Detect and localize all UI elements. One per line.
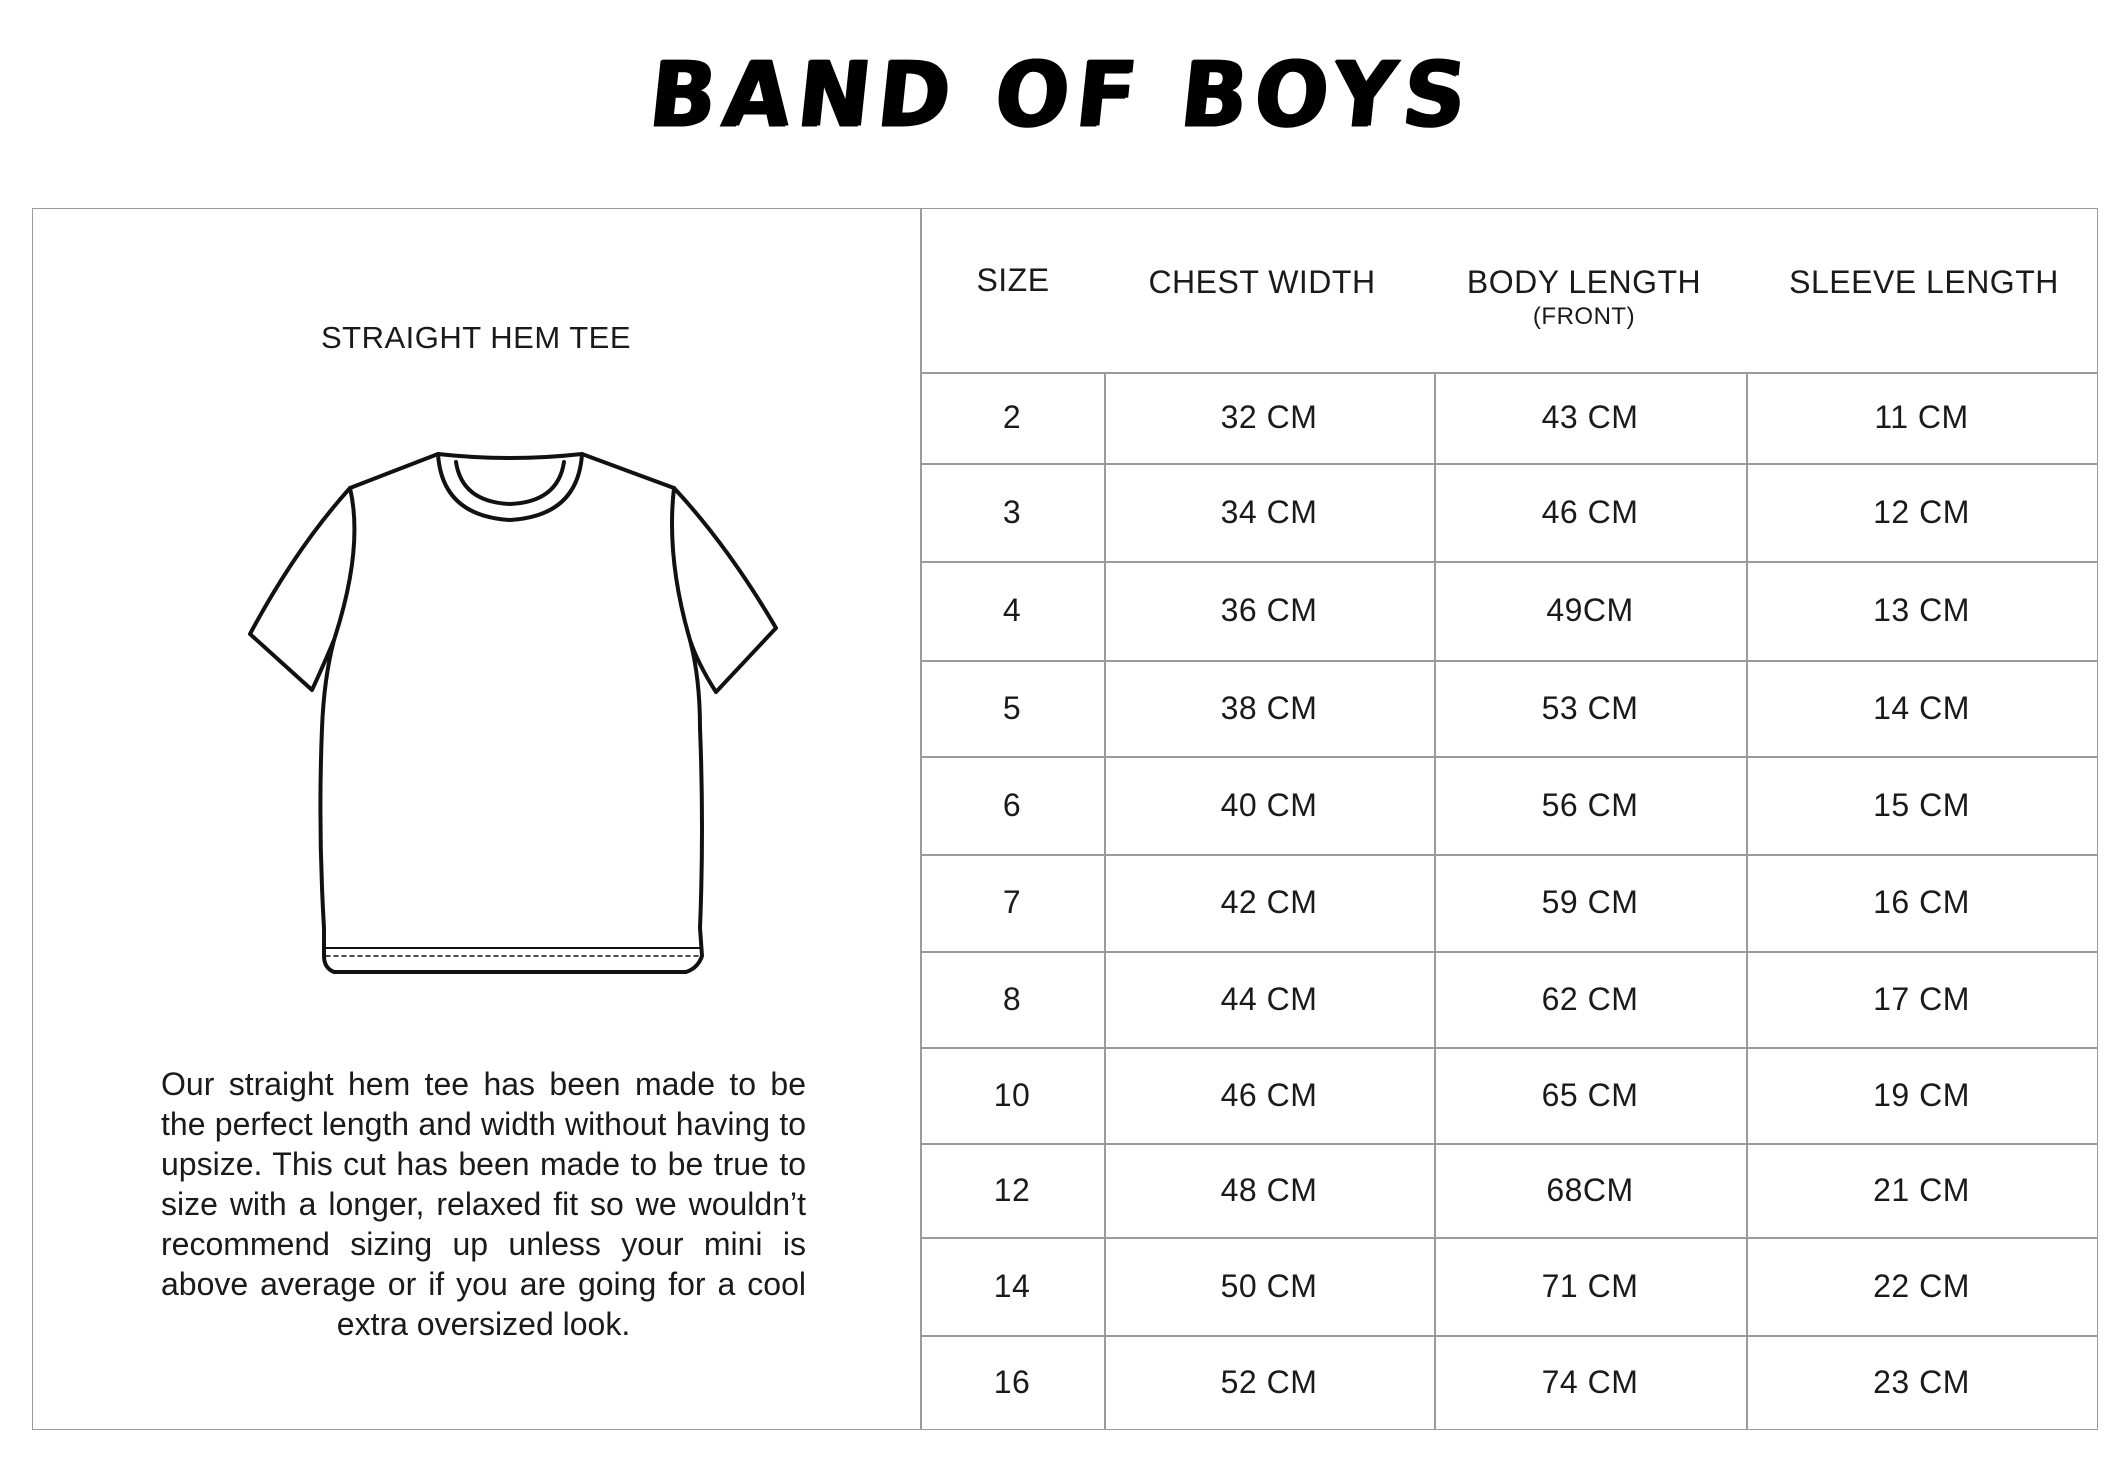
measurement-cell: 74 CM <box>1541 1364 1639 1400</box>
measurement-cell: 21 CM <box>1873 1171 1970 1208</box>
size-cell: 4 <box>1002 592 1022 628</box>
measurement-cell: 17 CM <box>1873 980 1970 1017</box>
brand-logo-text: BAND OF BOYS <box>644 42 1480 148</box>
column-header-1 <box>1092 264 1432 301</box>
product-description: Our straight hem tee has been made to be the perfect length and width without having to upsize. This cut has been made to be true to size with a longer, relaxed fit so we wouldn’t recommend sizing up unless your mini is above average or if you are going for a cool extra oversized look. <box>161 1066 806 1342</box>
measurement-cell: 71 CM <box>1541 1267 1639 1304</box>
measurement-cell: 46 CM <box>1220 1076 1318 1113</box>
size-cell: 8 <box>1002 980 1022 1017</box>
size-cell: 2 <box>1002 399 1022 435</box>
size-cell: 14 <box>993 1267 1031 1304</box>
measurement-cell: 40 CM <box>1220 786 1318 823</box>
measurement-cell: 53 CM <box>1541 689 1639 726</box>
size-cell: 7 <box>1002 884 1022 920</box>
measurement-cell: 12 CM <box>1873 493 1970 530</box>
measurement-cell: 62 CM <box>1541 980 1639 1017</box>
size-cell: 5 <box>1002 689 1022 726</box>
measurement-cell: 56 CM <box>1541 786 1639 823</box>
measurement-cell: 48 CM <box>1220 1171 1318 1208</box>
measurement-cell: 42 CM <box>1220 884 1318 920</box>
size-cell: 3 <box>1002 493 1022 530</box>
measurement-cell: 46 CM <box>1541 493 1639 530</box>
measurement-cell: 14 CM <box>1873 689 1970 726</box>
size-cell: 10 <box>993 1076 1031 1113</box>
column-header-label: SIZE <box>976 262 1050 298</box>
measurement-cell: 65 CM <box>1541 1076 1639 1113</box>
measurement-cell: 22 CM <box>1873 1267 1970 1304</box>
size-cell: 12 <box>993 1171 1031 1208</box>
measurement-cell: 36 CM <box>1220 592 1318 628</box>
measurement-cell: 34 CM <box>1220 493 1318 530</box>
brand-logo <box>0 40 2124 150</box>
size-cell: 16 <box>993 1364 1031 1400</box>
tshirt-illustration <box>228 428 788 988</box>
product-panel <box>32 208 920 1430</box>
measurement-cell: 59 CM <box>1541 884 1639 920</box>
measurement-cell: 50 CM <box>1220 1267 1318 1304</box>
measurement-cell: 52 CM <box>1220 1364 1318 1400</box>
column-header-2 <box>1414 264 1754 331</box>
measurement-cell: 19 CM <box>1873 1076 1970 1113</box>
measurement-cell: 32 CM <box>1220 399 1318 435</box>
size-cell: 6 <box>1002 786 1022 823</box>
measurement-cell: 49CM <box>1546 592 1634 628</box>
column-header-3 <box>1754 264 2094 301</box>
measurement-cell: 13 CM <box>1873 592 1970 628</box>
measurement-cell: 23 CM <box>1873 1364 1970 1400</box>
measurement-cell: 15 CM <box>1873 786 1970 823</box>
measurement-cell: 68CM <box>1546 1171 1634 1208</box>
measurement-cell: 38 CM <box>1220 689 1318 726</box>
measurement-cell: 16 CM <box>1873 884 1970 920</box>
column-header-sublabel: (FRONT) <box>1532 303 1636 330</box>
column-header-label: SLEEVE LENGTH <box>1789 264 2059 300</box>
product-title: STRAIGHT HEM TEE <box>320 320 631 355</box>
measurement-cell: 43 CM <box>1541 399 1639 435</box>
measurement-cell: 44 CM <box>1220 980 1318 1017</box>
measurement-cell: 11 CM <box>1874 399 1969 435</box>
column-header-label: CHEST WIDTH <box>1148 264 1376 300</box>
column-header-label: BODY LENGTH <box>1466 264 1702 300</box>
